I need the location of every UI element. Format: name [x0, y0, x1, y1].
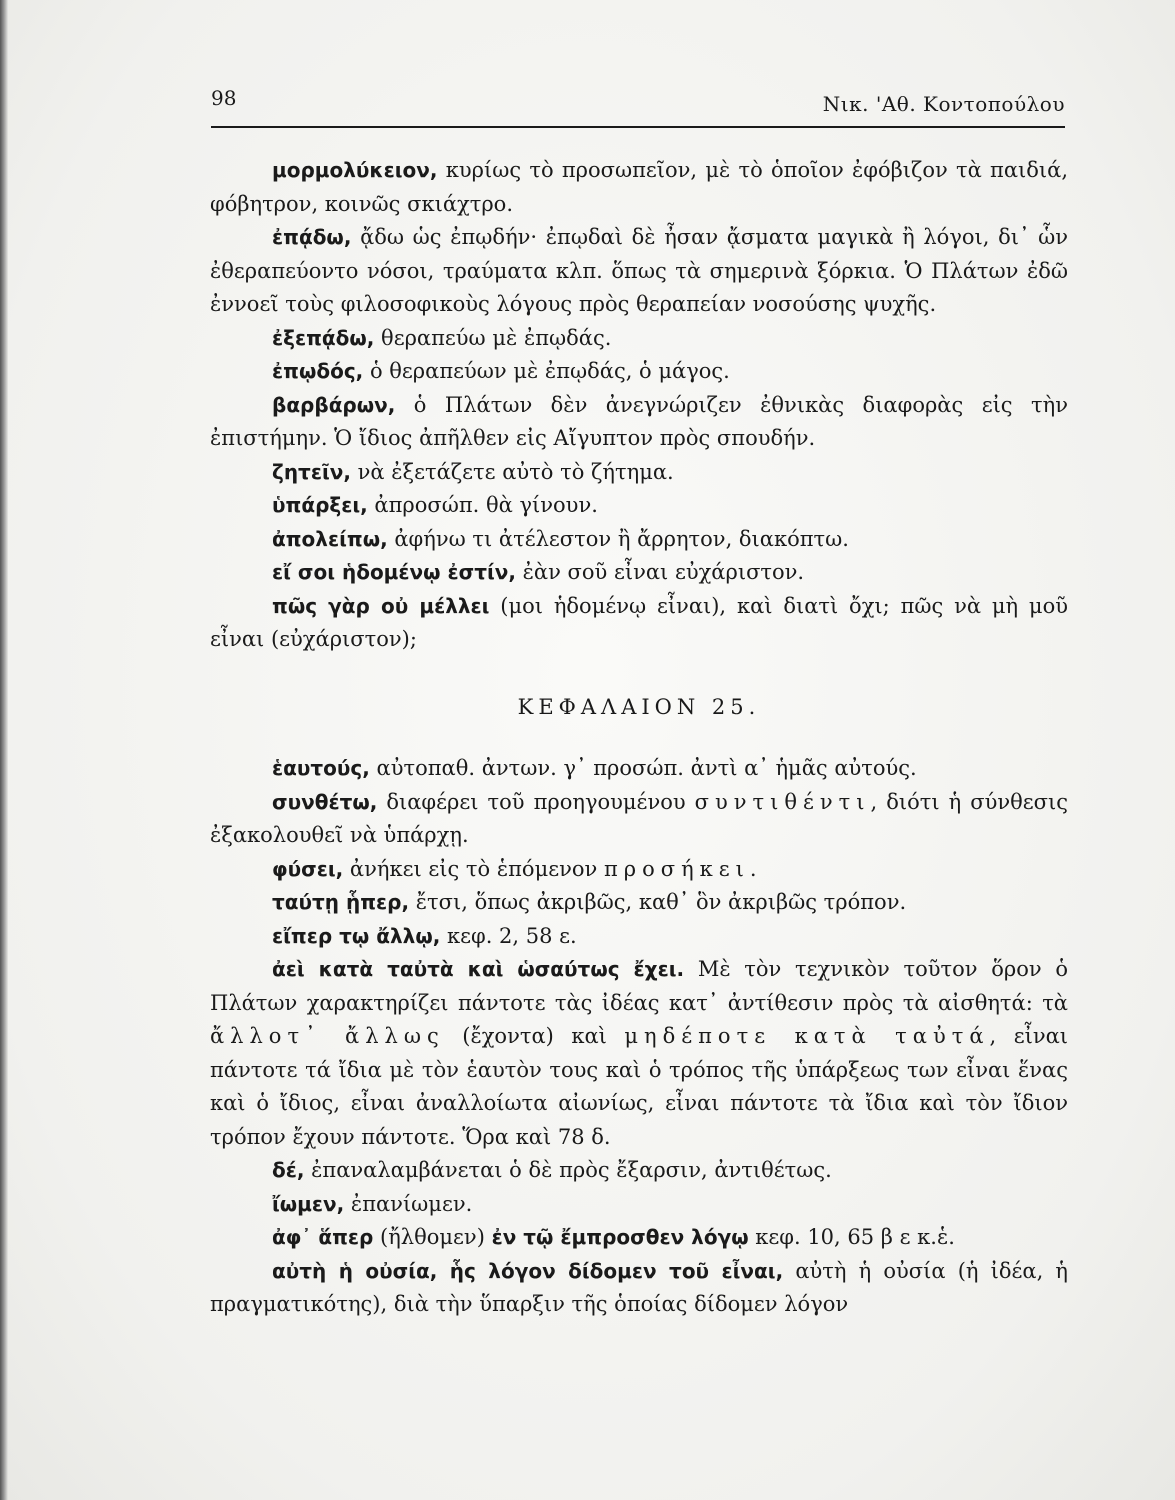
entry-term: βαρβάρων, [272, 392, 396, 417]
entry-term: ἐν τῷ ἔμπροσθεν λόγῳ [491, 1225, 749, 1249]
entry-term: πῶς γὰρ οὐ μέλλει [272, 593, 490, 618]
entry-text: ὁ Πλάτων δὲν ἀνεγνώριζεν ἐθνικὰς διαφορὰς εἰς τὴν ἐπιστήμην. Ὁ ἴδιος ἀπῆλθεν εἰς Αἴγυπτον πρὸς σπουδήν. [210, 392, 1068, 450]
glossary-entry [210, 221, 1068, 322]
entry-text: ἀφήνω τι ἀτέλεστον ἢ ἄρρητον, διακόπτω. [387, 526, 849, 551]
header-rule [211, 126, 1065, 128]
page-header [211, 86, 1065, 126]
entry-term: ἐπῳδός, [272, 359, 364, 383]
entry-term: αὐτὴ ἡ οὐσία, ἧς λόγον δίδομεν τοῦ εἶναι, [272, 1258, 784, 1283]
glossary-entry [210, 786, 1068, 853]
glossary-entry [210, 523, 1068, 557]
entry-text: . [749, 856, 757, 881]
entry-term: εἴ σοι ἡδομένῳ ἐστίν, [272, 560, 516, 584]
entry-text: Μὲ τὸν τεχνικὸν τοῦτον ὅρον ὁ Πλάτων χαρακτηρίζει πάντοτε τὰς ἰδέας κατ᾽ ἀντίθεσιν πρὸς τὰ αἰσθητά: τὰ [210, 957, 1068, 1015]
entry-text: ἔτσι, ὅπως ἀκριβῶς, καθ᾽ ὃν ἀκριβῶς τρόπον. [409, 890, 907, 914]
entry-text: ᾄδω ὡς ἐπῳδήν· ἐπῳδαὶ δὲ ἦσαν ᾄσματα μαγικὰ ἢ λόγοι, δι᾽ ὧν ἐθεραπεύοντο νόσοι, τραύματα κλπ. ὅπως τὰ σημερινὰ ξόρκια. Ὁ Πλάτων ἐδῶ ἐννοεῖ τοὺς φιλοσοφικοὺς λόγους πρὸς θεραπείαν νοσούσης ψυχῆς. [210, 225, 1068, 316]
entry-text: κυρίως τὸ προσωπεῖον, μὲ τὸ ὁποῖον ἐφόβιζον τὰ παιδιά, φόβητρον, κοινῶς σκιάχτρο. [210, 158, 1068, 216]
entry-text: ἐπανίωμεν. [344, 1191, 473, 1216]
entry-term: ὑπάρξει, [272, 493, 368, 517]
entry-term: φύσει, [272, 856, 344, 881]
entry-term: ἀπολείπω, [272, 526, 388, 551]
glossary-entry [210, 489, 1068, 523]
chapter-title: ΚΕΦΑΛΑΙΟΝ 25. [517, 694, 761, 719]
running-head: Νικ. 'Αθ. Κοντοπούλου [822, 92, 1065, 116]
entry-term: ἀφ᾽ ἅπερ [272, 1225, 374, 1249]
entry-term: μορμολύκειον, [272, 158, 438, 182]
glossary-entry [210, 752, 1068, 786]
spaced-term: ἄλλοτ᾽ ἄλλως [210, 1024, 445, 1048]
entry-term: ταύτῃ ᾗπερ, [272, 890, 410, 914]
glossary-entry [210, 1221, 1068, 1255]
entry-text: κεφ. 2, 58 ε. [440, 923, 577, 948]
spaced-term: μηδέποτε κατὰ ταὐτά [624, 1024, 990, 1048]
entry-text: (ἤλθομεν) [373, 1225, 492, 1249]
glossary-entry [210, 154, 1068, 221]
entry-term: ἀεὶ κατὰ ταὐτὰ καὶ ὡσαύτως ἔχει. [272, 957, 685, 981]
glossary-entry [210, 590, 1068, 657]
entry-text: διαφέρει τοῦ προηγουμένου [377, 789, 695, 814]
glossary-entry [210, 456, 1068, 490]
glossary-entry [210, 322, 1068, 356]
glossary-entry [210, 556, 1068, 590]
glossary-entry [210, 389, 1068, 456]
entry-text: αὐτοπαθ. ἀντων. γ᾽ προσώπ. ἀντὶ α᾽ ἡμᾶς αὐτούς. [369, 756, 917, 780]
entry-text: ὁ θεραπεύων μὲ ἐπῳδάς, ὁ μάγος. [363, 359, 730, 383]
entry-text: θεραπεύω μὲ ἐπῳδάς. [374, 325, 612, 350]
page-number: 98 [211, 86, 237, 110]
entry-text: (μοι ἡδομένῳ εἶναι), καὶ διατὶ ὄχι; πῶς νὰ μὴ μοῦ εἶναι (εὐχάριστον); [210, 593, 1068, 651]
entry-term: συνθέτω, [272, 789, 378, 814]
glossary-entry [210, 1255, 1068, 1322]
entry-term: ἑαυτούς, [272, 756, 370, 780]
entry-text: ἀπροσώπ. θὰ γίνουν. [367, 493, 598, 517]
spaced-term: προσήκει [603, 856, 750, 881]
glossary-entry [210, 953, 1068, 1154]
entry-term: ἐξεπᾴδω, [272, 325, 375, 350]
entry-text: (ἔχοντα) καὶ [444, 1024, 625, 1048]
entry-text: ἐὰν σοῦ εἶναι εὐχάριστον. [515, 560, 805, 584]
entry-text: νὰ ἐξετάζετε αὐτὸ τὸ ζήτημα. [350, 459, 674, 484]
glossary-entry [210, 355, 1068, 389]
entry-text: αὐτὴ ἡ οὐσία (ἡ ἰδέα, ἡ πραγματικότης), διὰ τὴν ὕπαρξιν τῆς ὁποίας δίδομεν λόγον [210, 1258, 1068, 1316]
book-spine-shadow [0, 0, 8, 1500]
glossary-entry [210, 1154, 1068, 1188]
entry-text: κεφ. 10, 65 β ε κ.ἑ. [748, 1225, 955, 1249]
entry-term: ἴωμεν, [272, 1191, 345, 1216]
entry-text: ἐπαναλαμβάνεται ὁ δὲ πρὸς ἔξαρσιν, ἀντιθέτως. [304, 1158, 832, 1182]
glossary-text [210, 154, 1068, 1322]
glossary-entry [210, 886, 1068, 920]
spaced-term: συντιθέντι [694, 789, 871, 814]
entry-text: , διότι ἡ σύνθεσις ἐξακολουθεῖ νὰ ὑπάρχῃ. [210, 789, 1068, 847]
entry-term: εἴπερ τῳ ἄλλῳ, [272, 923, 441, 948]
entry-term: ζητεῖν, [272, 459, 351, 484]
entry-term: δέ, [272, 1158, 305, 1182]
entry-term: ἐπᾴδω, [272, 225, 352, 249]
entry-text: ἀνήκει εἰς τὸ ἑπόμενον [343, 856, 604, 881]
glossary-entry [210, 853, 1068, 887]
glossary-entry [210, 1188, 1068, 1222]
glossary-entry [210, 920, 1068, 954]
entry-text: , εἶναι πάντοτε τά ἴδια μὲ τὸν ἑαυτὸν τους καὶ ὁ τρόπος τῆς ὑπάρξεως των εἶναι ἕνας καὶ ὁ ἴδιος, εἶναι ἀναλλοίωτα αἰωνίως, εἶναι πάντοτε τὰ ἴδια καὶ τὸν ἴδιον τρόπον ἔχουν πάντοτε. Ὅρα καὶ 78 δ. [210, 1024, 1068, 1149]
